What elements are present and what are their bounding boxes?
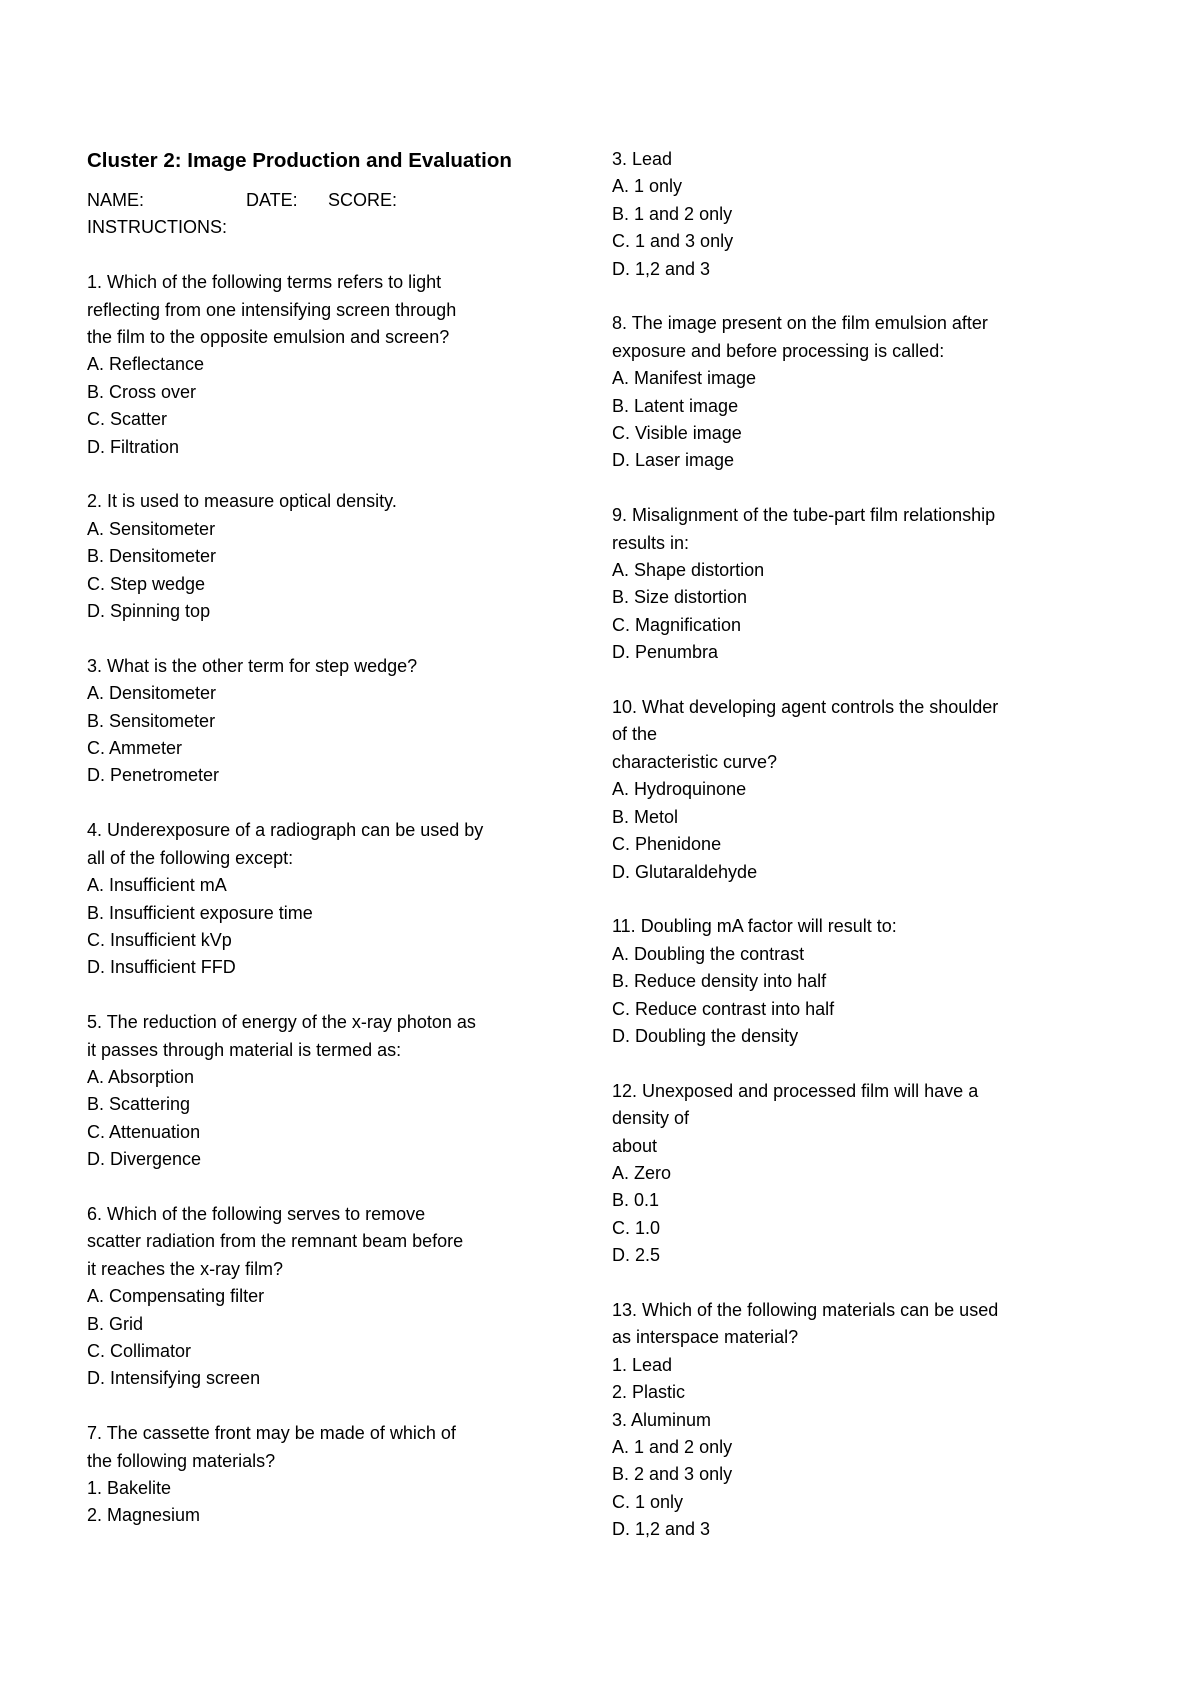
question-text: 4. Underexposure of a radiograph can be used by <box>87 820 484 841</box>
option-a: A. Insufficient mA <box>87 875 227 896</box>
question-text: about <box>612 1135 658 1156</box>
list-item: 2. Plastic <box>612 1382 686 1403</box>
option-a: A. Shape distortion <box>612 560 765 581</box>
question-text: reflecting from one intensifying screen through <box>87 299 457 320</box>
question-text: the film to the opposite emulsion and screen? <box>87 327 450 348</box>
option-c: C. Collimator <box>87 1340 192 1361</box>
option-a: A. Reflectance <box>87 354 205 375</box>
right-column <box>612 146 1112 1544</box>
option-d: D. Penetrometer <box>87 765 220 786</box>
option-c: C. Step wedge <box>87 573 206 594</box>
question-text: 2. It is used to measure optical density. <box>87 491 397 512</box>
question-text: 11. Doubling mA factor will result to: <box>612 916 897 937</box>
question-text: all of the following except: <box>87 847 294 868</box>
question-6 <box>87 1201 557 1393</box>
option-c: C. Insufficient kVp <box>87 929 232 950</box>
question-text: scatter radiation from the remnant beam before <box>87 1231 464 1252</box>
question-8 <box>612 310 1112 474</box>
option-b: B. Densitometer <box>87 546 217 567</box>
option-c: C. Phenidone <box>612 834 722 855</box>
instructions-label: INSTRUCTIONS: <box>87 217 228 238</box>
list-item: 3. Lead <box>612 149 673 169</box>
option-d: D. Divergence <box>87 1149 202 1170</box>
option-a: A. Compensating filter <box>87 1286 265 1307</box>
option-d: D. Laser image <box>612 450 735 471</box>
question-7 <box>87 1420 557 1530</box>
option-c: C. Ammeter <box>87 738 183 759</box>
question-text: characteristic curve? <box>612 751 778 772</box>
question-4 <box>87 817 557 981</box>
question-5 <box>87 1009 557 1173</box>
option-a: A. Zero <box>612 1162 672 1183</box>
option-c: C. 1 only <box>612 1491 684 1512</box>
option-b: B. Scattering <box>87 1094 191 1115</box>
option-c: C. Visible image <box>612 423 742 444</box>
left-column <box>87 146 557 1530</box>
option-d: D. Intensifying screen <box>87 1368 261 1389</box>
name-label: NAME: <box>87 190 145 210</box>
option-b: B. 1 and 2 only <box>612 203 733 224</box>
page-title: Cluster 2: Image Production and Evaluation <box>87 149 512 172</box>
option-a: A. 1 and 2 only <box>612 1437 733 1457</box>
option-d: D. Glutaraldehyde <box>612 861 758 882</box>
option-d: D. Spinning top <box>87 601 211 622</box>
option-a: A. Densitometer <box>87 683 217 704</box>
option-a: A. Manifest image <box>612 368 757 389</box>
option-b: B. Grid <box>87 1313 144 1334</box>
option-c: C. 1.0 <box>612 1217 661 1238</box>
option-a: A. Sensitometer <box>87 518 216 539</box>
question-text: as interspace material? <box>612 1327 799 1348</box>
option-d: D. 1,2 and 3 <box>612 1519 711 1540</box>
question-text: it reaches the x-ray film? <box>87 1258 284 1279</box>
question-text: 12. Unexposed and processed film will have a <box>612 1080 979 1101</box>
question-text: 8. The image present on the film emulsion after <box>612 313 988 334</box>
question-text: density of <box>612 1108 690 1129</box>
list-item: 3. Aluminum <box>612 1409 712 1430</box>
option-c: C. 1 and 3 only <box>612 231 734 252</box>
question-text: 9. Misalignment of the tube-part film relationship <box>612 505 996 526</box>
score-label: SCORE: <box>328 190 398 210</box>
option-d: D. 2.5 <box>612 1245 661 1266</box>
list-item: 2. Magnesium <box>87 1505 201 1526</box>
question-3 <box>87 653 557 790</box>
spacer <box>87 242 557 269</box>
question-text: the following materials? <box>87 1450 276 1471</box>
question-text: exposure and before processing is called: <box>612 340 945 361</box>
question-text: results in: <box>612 532 690 553</box>
option-d: D. Filtration <box>87 436 180 457</box>
question-text: 7. The cassette front may be made of which of <box>87 1423 456 1444</box>
question-text: 5. The reduction of energy of the x-ray photon as <box>87 1012 476 1033</box>
option-b: B. 2 and 3 only <box>612 1464 733 1485</box>
option-a: A. Hydroquinone <box>612 779 747 800</box>
date-label: DATE: <box>246 190 298 210</box>
option-a: A. Absorption <box>87 1066 195 1087</box>
option-b: B. Metol <box>612 806 679 827</box>
question-12 <box>612 1078 1112 1270</box>
option-d: D. Insufficient FFD <box>87 957 236 978</box>
question-13 <box>612 1297 1112 1544</box>
question-text: of the <box>612 724 658 745</box>
option-b: B. Cross over <box>87 381 197 402</box>
header-fields <box>87 187 557 214</box>
question-text: 1. Which of the following terms refers to light <box>87 272 442 293</box>
option-c: C. Scatter <box>87 409 168 430</box>
option-d: D. Doubling the density <box>612 1025 799 1046</box>
option-d: D. Penumbra <box>612 642 719 663</box>
option-c: C. Attenuation <box>87 1121 201 1142</box>
list-item: 1. Lead <box>612 1354 673 1375</box>
option-d: D. 1,2 and 3 <box>612 258 711 279</box>
question-7-continued <box>612 146 1112 283</box>
question-10 <box>612 694 1112 886</box>
question-2 <box>87 488 557 625</box>
question-1 <box>87 269 557 461</box>
question-text: 13. Which of the following materials can be used <box>612 1299 999 1320</box>
option-b: B. 0.1 <box>612 1190 660 1211</box>
question-9 <box>612 502 1112 666</box>
question-text: it passes through material is termed as: <box>87 1039 402 1060</box>
question-11 <box>612 913 1112 1050</box>
option-c: C. Magnification <box>612 614 742 635</box>
option-b: B. Latent image <box>612 395 739 416</box>
option-c: C. Reduce contrast into half <box>612 998 835 1019</box>
option-b: B. Insufficient exposure time <box>87 902 313 923</box>
list-item: 1. Bakelite <box>87 1477 172 1498</box>
question-text: 3. What is the other term for step wedge? <box>87 655 418 676</box>
option-a: A. 1 only <box>612 176 683 197</box>
option-a: A. Doubling the contrast <box>612 943 805 964</box>
question-text: 10. What developing agent controls the shoulder <box>612 697 999 718</box>
option-b: B. Sensitometer <box>87 710 216 731</box>
question-text: 6. Which of the following serves to remove <box>87 1203 426 1224</box>
option-b: B. Size distortion <box>612 587 748 608</box>
option-b: B. Reduce density into half <box>612 971 827 992</box>
